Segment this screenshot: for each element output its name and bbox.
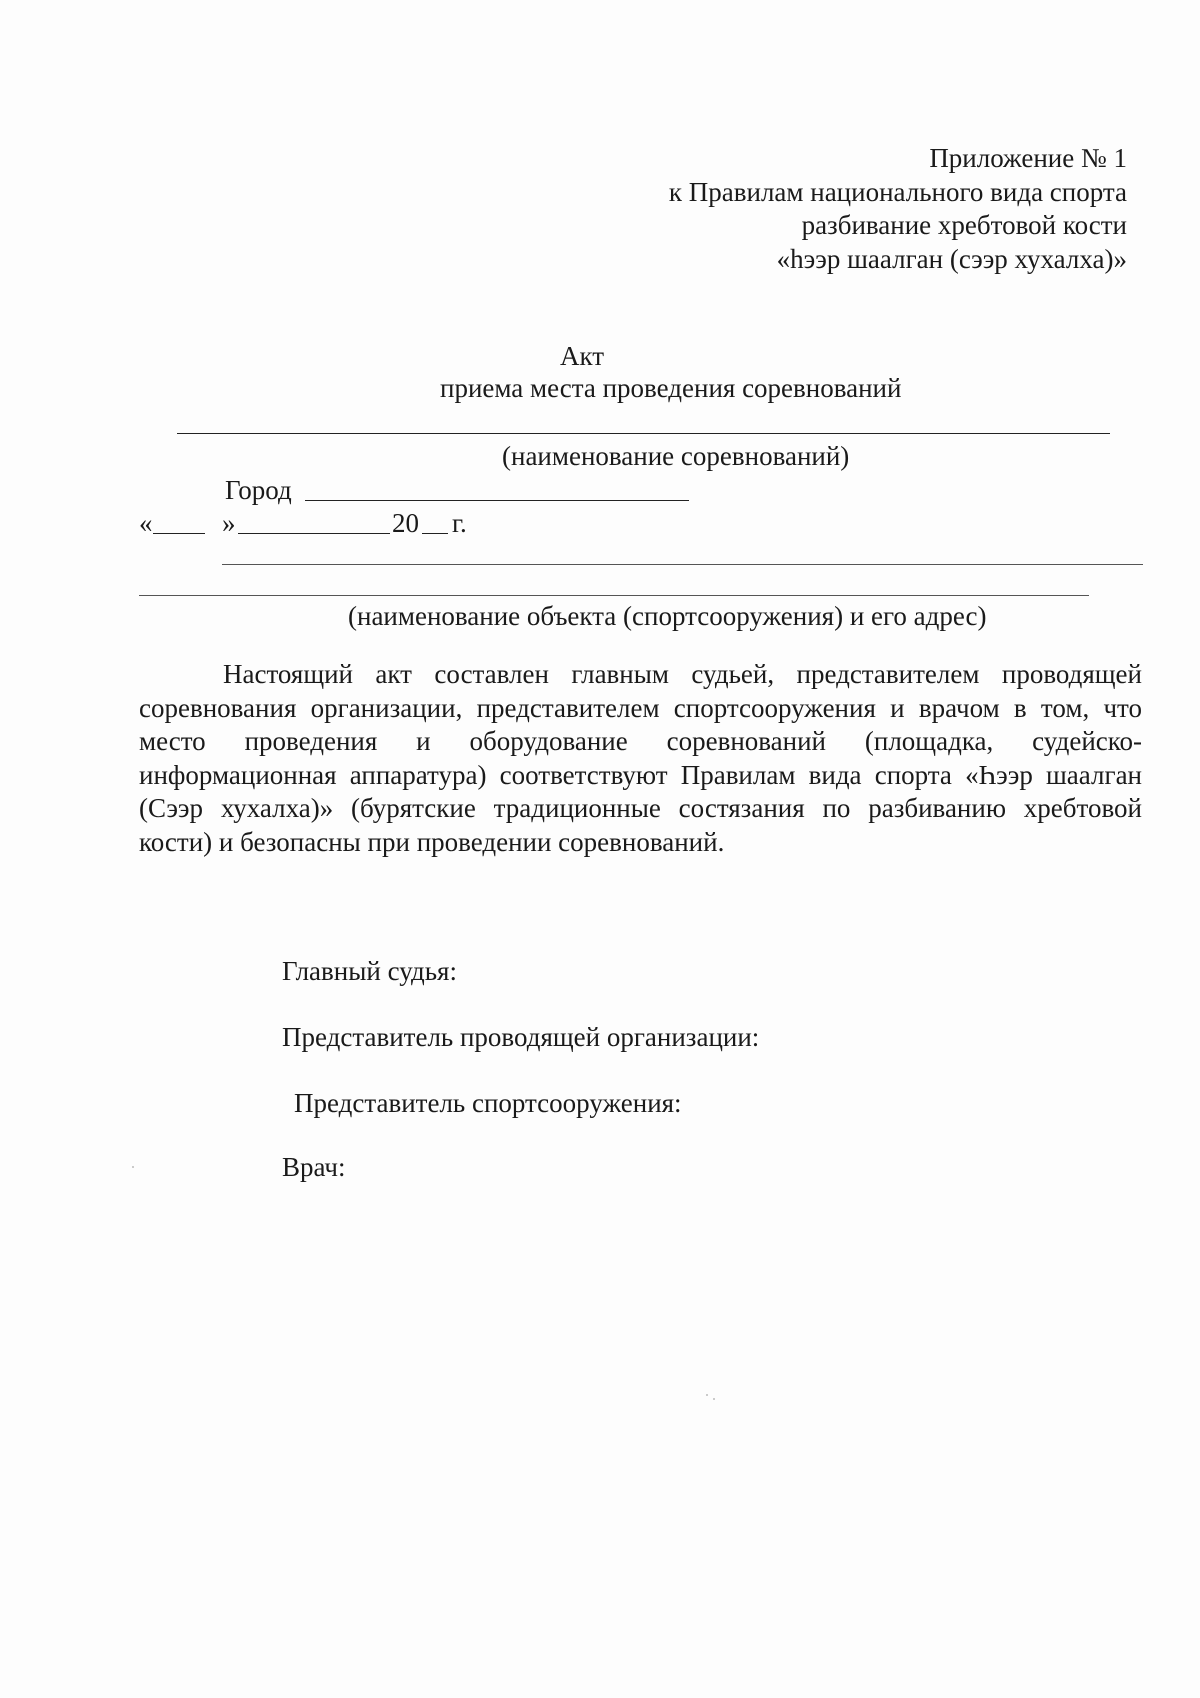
object-name-caption: (наименование объекта (спортсооружения) и его адрес) <box>348 601 987 631</box>
act-body-paragraph: Настоящий акт составлен главным судьей, представителем проводящей соревнования организации, представителем спортсооружения и врачом в том, что место проведения и оборудование соревнований (площадка, судейско-информационная аппаратура) соответствуют Правилам вида спорта «Һээр шаалган (Сээр хухалха)» (бурятские традиционные состязания по разбиванию хребтовой кости) и безопасны при проведении соревнований. <box>139 659 1142 857</box>
appendix-sport-name: «hээр шаалган (сээр хухалха)» <box>776 244 1127 274</box>
object-name-line-1[interactable] <box>222 564 1143 565</box>
city-input-line[interactable] <box>305 500 689 501</box>
signature-organizer-rep: Представитель проводящей организации: <box>282 1022 760 1052</box>
scan-speck <box>713 1398 715 1400</box>
document-subtitle: приема места проведения соревнований <box>440 373 902 403</box>
city-label: Город <box>225 475 292 505</box>
competition-name-caption: (наименование соревнований) <box>502 441 850 471</box>
date-year-suffix: г. <box>452 508 467 538</box>
object-name-line-2[interactable] <box>139 595 1089 596</box>
date-open-quote: « <box>139 508 153 538</box>
scan-speck <box>706 1394 708 1396</box>
date-month-line[interactable] <box>238 533 390 534</box>
document-title: Акт <box>559 341 605 371</box>
competition-name-line <box>177 433 1110 434</box>
signature-facility-rep: Представитель спортсооружения: <box>294 1088 682 1118</box>
signature-doctor: Врач: <box>282 1152 346 1182</box>
appendix-number: Приложение № 1 <box>929 143 1127 173</box>
date-day-line[interactable] <box>153 533 205 534</box>
date-year-prefix: 20 <box>392 508 419 538</box>
date-year-line[interactable] <box>422 533 448 534</box>
appendix-rules-line: к Правилам национального вида спорта <box>668 177 1127 207</box>
date-close-quote: » <box>222 508 236 538</box>
scan-speck <box>132 1166 134 1168</box>
appendix-sport-line: разбивание хребтовой кости <box>801 210 1127 240</box>
signature-chief-judge: Главный судья: <box>282 956 457 986</box>
